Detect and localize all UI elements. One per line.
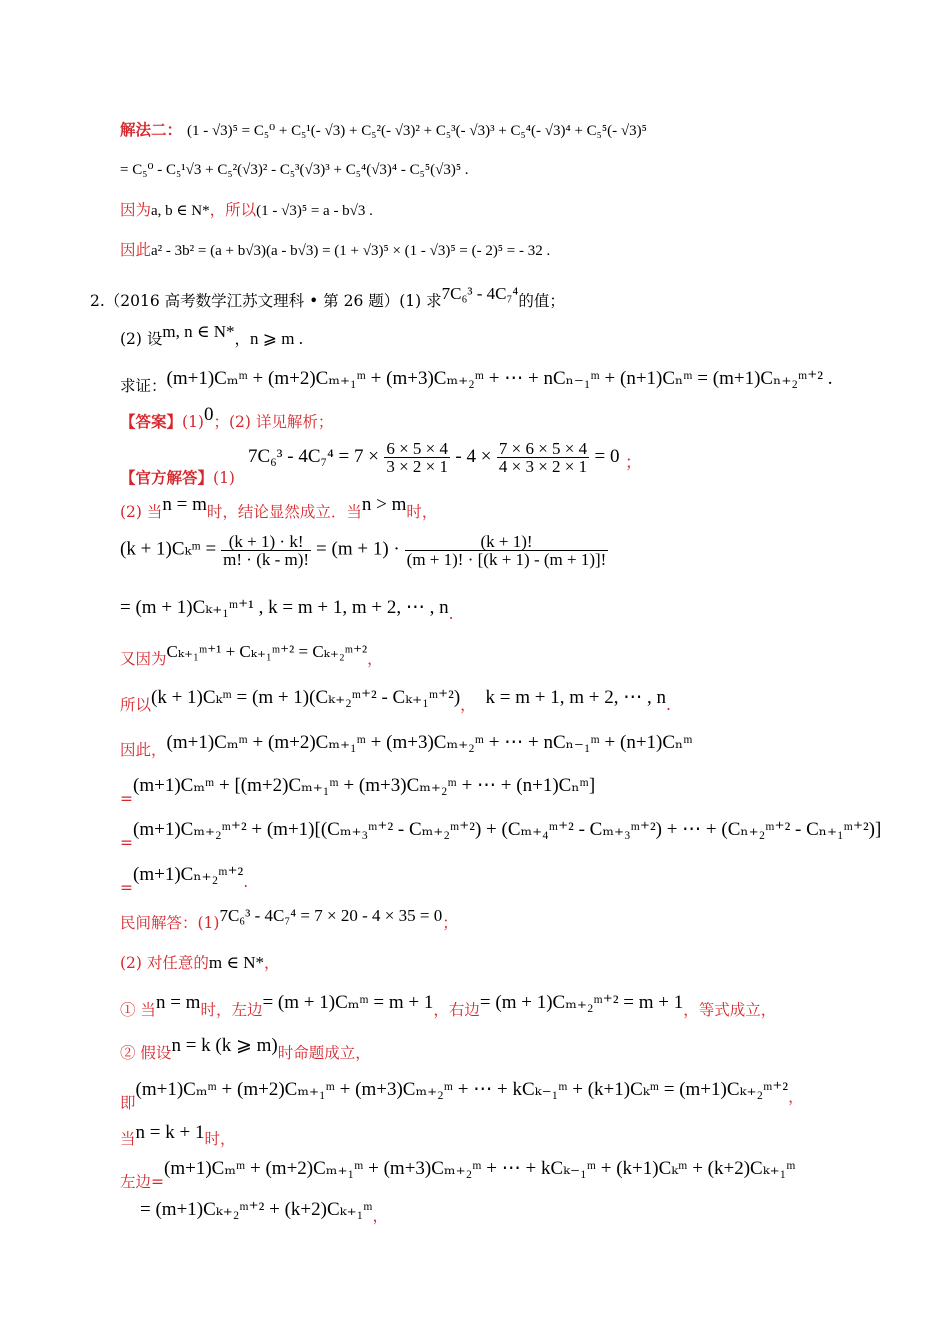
- question-2-part2: [120, 322, 950, 348]
- question-expression: 7C₆³ - 4C₇⁴: [441, 284, 519, 303]
- k-mid: = (m + 1) ·: [316, 538, 400, 560]
- ji-line: [120, 1079, 950, 1112]
- case2-line: [120, 1035, 950, 1062]
- text-hence: 因此: [120, 241, 152, 259]
- folk-line1: [120, 906, 950, 932]
- math-n-eq-m: n = m: [162, 494, 207, 515]
- text-any: (2) 对任意的: [120, 954, 209, 972]
- math-ab-identity: (1 - √3)⁵ = a - b√3 .: [256, 203, 373, 219]
- text-trivial: 时，结论显然成立．当: [206, 503, 362, 521]
- math-ab-domain: a, b ∈ N*: [151, 203, 210, 219]
- math-n-gt-m: n > m: [361, 494, 407, 515]
- part2-label: (2) 设: [120, 330, 163, 348]
- k-lhs: (k + 1)Cₖᵐ =: [120, 538, 217, 560]
- folk-label: 民间解答：(1): [120, 914, 220, 932]
- k-fraction-2-denominator: (m + 1)! · [(k + 1) - (m + 1)]!: [406, 550, 607, 569]
- math-n-eq-m: n = m: [155, 992, 201, 1013]
- solution2-line3: [120, 203, 950, 219]
- math-mn-domain: m, n ∈ N*: [162, 322, 235, 341]
- comma: ，: [234, 330, 250, 348]
- expansion-formula: (1 - √3)⁵ = C₅⁰ + C₅¹(- √3) + C₅²(- √3)² + C₅³(- √3)³ + C₅⁴(- √3)⁴ + C₅⁵(- √3)⁵: [186, 123, 647, 139]
- fraction-1-numerator: 6 × 5 × 4: [386, 439, 449, 458]
- sum-expression: (m+1)Cₘᵐ + (m+2)Cₘ₊₁ᵐ + (m+3)Cₘ₊₂ᵐ + ⋯ + nCₙ₋₁ᵐ + (n+1)Cₙᵐ: [166, 732, 693, 753]
- text-right: ，右边: [433, 1001, 480, 1019]
- prove-line: [120, 368, 950, 395]
- calc-minus: - 4 ×: [455, 446, 492, 467]
- text-time: 时，: [406, 503, 438, 521]
- k-fraction-1-numerator: (k + 1) · k!: [221, 533, 311, 551]
- text-when: 当: [120, 1130, 136, 1148]
- prove-identity: (m+1)Cₘᵐ + (m+2)Cₘ₊₁ᵐ + (m+3)Cₘ₊₂ᵐ + ⋯ + nCₙ₋₁ᵐ + (n+1)Cₙᵐ = (m+1)Cₙ₊₂ᵐ⁺² .: [166, 368, 833, 389]
- k-equivalence: = (m + 1)Cₖ₊₁ᵐ⁺¹ , k = m + 1, m + 2, ⋯ , n: [120, 597, 449, 618]
- k-fraction-2-numerator: (k + 1)!: [405, 533, 609, 551]
- answer-part1: (1): [182, 413, 204, 431]
- k-line2: [120, 597, 950, 623]
- comma: ，: [367, 650, 383, 668]
- prove-label: 求证：: [120, 377, 167, 395]
- fraction-2-denominator: 4 × 3 × 2 × 1: [498, 457, 588, 476]
- left-side-value: = (m + 1)Cₘᵐ = m + 1: [262, 992, 434, 1013]
- comma: ，: [372, 1207, 389, 1225]
- last-line: [140, 1199, 950, 1225]
- case2-assume: ② 假设: [120, 1044, 172, 1062]
- answer-line: [120, 404, 950, 431]
- solution2-line4: [120, 243, 950, 259]
- case1-when: ① 当: [120, 1001, 156, 1019]
- text-namely: 即: [120, 1094, 136, 1112]
- equals-sign: =: [120, 834, 133, 852]
- semicolon: ；: [442, 914, 458, 932]
- equals-sign: =: [120, 790, 133, 808]
- hence-step1: [120, 775, 950, 808]
- k-range: k = m + 1, m + 2, ⋯ , n: [485, 687, 666, 708]
- text-also: 又因为: [120, 650, 167, 668]
- fraction-1-denominator: 3 × 2 × 1: [386, 457, 449, 476]
- left-side-reduced: = (m+1)Cₖ₊₂ᵐ⁺² + (k+2)Cₖ₊₁ᵐ: [140, 1199, 373, 1220]
- so-line: [120, 687, 950, 714]
- expansion-simplified: = C₅⁰ - C₅¹√3 + C₅²(√3)² - C₅³(√3)³ + C₅⁴(√3)⁴ - C₅⁵(√3)⁵ .: [120, 162, 469, 178]
- induction-hypothesis: (m+1)Cₘᵐ + (m+2)Cₘ₊₁ᵐ + (m+3)Cₘ₊₂ᵐ + ⋯ + kCₖ₋₁ᵐ + (k+1)Cₖᵐ = (m+1)Cₖ₊₂ᵐ⁺²: [135, 1079, 789, 1100]
- solution2-line1: [120, 122, 950, 139]
- also-line: [120, 642, 950, 668]
- fraction-2-numerator: 7 × 6 × 5 × 4: [498, 439, 588, 458]
- text-when: (2) 当: [120, 503, 163, 521]
- hence-line: [120, 732, 950, 759]
- text-therefore: ，所以: [209, 201, 257, 219]
- step2-expression: (m+1)Cₘ₊₂ᵐ⁺² + (m+1)[(Cₘ₊₃ᵐ⁺² - Cₘ₊₂ᵐ⁺²) + (Cₘ₊₄ᵐ⁺² - Cₘ₊₃ᵐ⁺²) + ⋯ + (Cₙ₊₂ᵐ⁺² - Cₙ₊₁ᵐ⁺²)]: [133, 819, 882, 840]
- hence-step2: [120, 819, 950, 852]
- text-left: 时，左边: [200, 1001, 263, 1019]
- period: .: [666, 696, 671, 714]
- folk-calc: 7C₆³ - 4C₇⁴ = 7 × 20 - 4 × 35 = 0: [219, 906, 443, 925]
- math-n-ge-m: n ⩾ m .: [250, 329, 303, 348]
- text-hence: 因此，: [120, 741, 167, 759]
- period: .: [243, 873, 249, 891]
- text-holds-at-k: 时命题成立，: [277, 1044, 371, 1062]
- question-2-line: [90, 284, 950, 310]
- math-n-eq-k-plus-1: n = k + 1: [135, 1122, 205, 1143]
- right-side-value: = (m + 1)Cₘ₊₂ᵐ⁺² = m + 1: [479, 992, 684, 1013]
- text-time: 时，: [204, 1130, 236, 1148]
- k-fraction-1: [221, 533, 311, 568]
- k-identity-line: [120, 533, 950, 568]
- comma: ，: [788, 1088, 804, 1106]
- solution2-line2: [120, 162, 950, 178]
- official-part1: (1): [213, 469, 235, 487]
- k-fraction-2: [405, 533, 609, 568]
- k-fraction-1-denominator: m! · (k - m)!: [223, 550, 310, 569]
- step3-expression: (m+1)Cₙ₊₂ᵐ⁺²: [133, 864, 244, 885]
- answer-label: 【答案】: [120, 412, 183, 431]
- question-source: （2016 高考数学江苏文理科 • 第 26 题）(1) 求: [104, 292, 442, 310]
- case1-line: [120, 992, 950, 1019]
- question-number: 2.: [90, 292, 105, 310]
- official-label: 【官方解答】: [120, 468, 214, 487]
- text-because: 因为: [120, 201, 152, 219]
- math-m-domain: m ∈ N*: [208, 953, 264, 972]
- calc-semicolon: ；: [624, 453, 642, 473]
- telescoping-term: (k + 1)Cₖᵐ = (m + 1)(Cₖ₊₂ᵐ⁺² - Cₖ₊₁ᵐ⁺²): [151, 687, 461, 708]
- solution2-label: 解法二：: [120, 120, 183, 139]
- step1-expression: (m+1)Cₘᵐ + [(m+2)Cₘ₊₁ᵐ + (m+3)Cₘ₊₂ᵐ + ⋯ + (n+1)Cₙᵐ]: [133, 775, 596, 796]
- text-so: 所以: [120, 696, 152, 714]
- period: .: [448, 605, 454, 623]
- equals-sign: =: [120, 879, 133, 897]
- folk-line2: [120, 954, 950, 972]
- text-holds: ，等式成立，: [683, 1001, 777, 1019]
- math-result-32: a² - 3b² = (a + b√3)(a - b√3) = (1 + √3)⁵ × (1 - √3)⁵ = (- 2)⁵ = - 32 .: [151, 243, 551, 259]
- text-left-equals: 左边=: [120, 1173, 164, 1191]
- comma: ，: [460, 696, 476, 714]
- dang-line: [120, 1122, 950, 1148]
- answer-zero: 0: [203, 404, 214, 425]
- official-part2-line: [120, 494, 950, 521]
- question-ask: 的值；: [518, 292, 565, 310]
- calc-equals-zero: = 0: [594, 446, 620, 467]
- comma: ，: [263, 954, 280, 972]
- official-solution-label-line: [120, 470, 950, 487]
- hence-step3: [120, 864, 950, 897]
- answer-part2: ；(2) 详见解析；: [213, 413, 334, 431]
- pascal-identity: Cₖ₊₁ᵐ⁺¹ + Cₖ₊₁ᵐ⁺² = Cₖ₊₂ᵐ⁺²: [166, 642, 368, 661]
- math-n-eq-k: n = k (k ⩾ m): [171, 1035, 278, 1056]
- left-side-expansion: (m+1)Cₘᵐ + (m+2)Cₘ₊₁ᵐ + (m+3)Cₘ₊₂ᵐ + ⋯ + kCₖ₋₁ᵐ + (k+1)Cₖᵐ + (k+2)Cₖ₊₁ᵐ: [164, 1158, 796, 1179]
- calc-start: 7C₆³ - 4C₇⁴ = 7 ×: [248, 446, 379, 467]
- left-line: [120, 1158, 950, 1191]
